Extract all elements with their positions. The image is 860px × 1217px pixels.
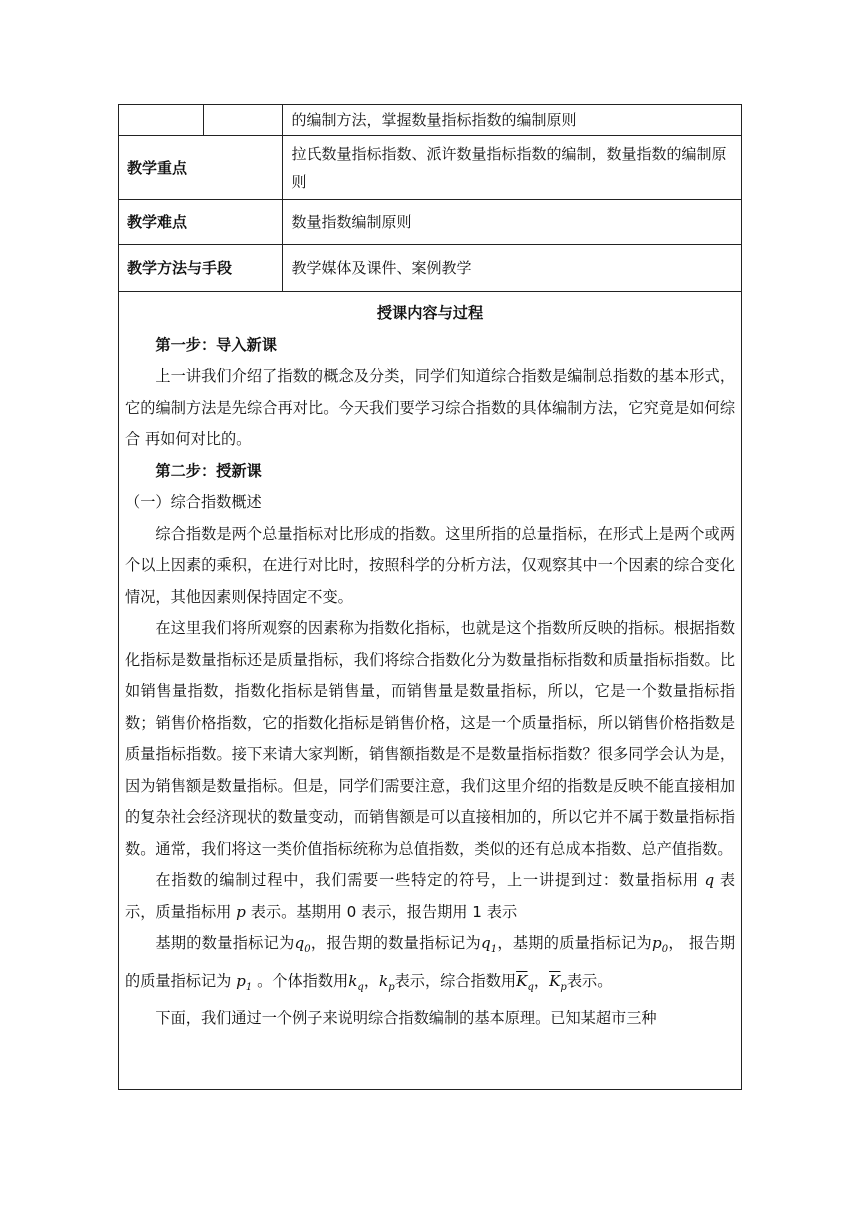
step-one-heading: 第一步：导入新课 bbox=[155, 335, 277, 354]
text-span: ， 报告期的质量指标记为 bbox=[125, 934, 736, 990]
table-row bbox=[119, 245, 742, 292]
lesson-content bbox=[119, 292, 741, 1035]
math-symbol: p bbox=[236, 971, 246, 990]
table-row bbox=[119, 200, 742, 245]
text-span: ，基期的质量指标记为 bbox=[497, 934, 652, 952]
math-symbol: q bbox=[294, 934, 305, 952]
math-p0 bbox=[651, 934, 669, 956]
math-symbol: p bbox=[651, 934, 662, 952]
step-two-heading: 第二步：授新课 bbox=[155, 461, 262, 480]
math-symbol: q bbox=[480, 934, 491, 952]
difficulties-text: 数量指数编制原则 bbox=[283, 200, 742, 245]
document-page bbox=[118, 104, 742, 1090]
section-heading: （一）综合指数概述 bbox=[125, 493, 262, 511]
text-span: 在指数的编制过程中，我们需要一些特定的符号，上一讲提到过：数量指标用 bbox=[155, 871, 699, 889]
table-row bbox=[119, 292, 742, 1090]
methods-text: 教学媒体及课件、案例教学 bbox=[283, 245, 742, 292]
objective-text: 的编制方法，掌握数量指标指数的编制原则 bbox=[283, 105, 742, 136]
math-Kp-bar bbox=[549, 971, 567, 993]
paragraph: 下面，我们通过一个例子来说明综合指数编制的基本原理。已知某超市三种 bbox=[155, 1009, 657, 1028]
text-span: ，报告期的数量指标记为 bbox=[310, 934, 481, 952]
math-subscript: 0 bbox=[661, 944, 669, 956]
key-points-text: 拉氏数量指标指数、派许数量指标指数的编制，数量指数的编制原则 bbox=[283, 136, 742, 200]
math-subscript: 1 bbox=[490, 944, 498, 956]
math-q0 bbox=[294, 934, 311, 956]
math-symbol: $\overline{K}$ bbox=[549, 971, 561, 990]
text-span: 表示，质量指标用 bbox=[125, 871, 736, 921]
text-span: ， bbox=[533, 971, 550, 990]
difficulties-label: 教学难点 bbox=[119, 200, 283, 245]
math-subscript: q bbox=[357, 981, 364, 993]
methods-label: 教学方法与手段 bbox=[119, 245, 283, 292]
math-Kq-bar bbox=[516, 971, 534, 993]
math-kq bbox=[348, 971, 364, 993]
empty-cell bbox=[203, 105, 283, 136]
paragraph: 综合指数是两个总量指标对比形成的指数。这里所指的总量指标，在形式上是两个或两个以上因素的乘积，在进行对比时，按照科学的分析方法，仅观察其中一个因素的综合变化情况，其他因素则保持固定不变。 bbox=[125, 524, 735, 606]
math-subscript: p bbox=[388, 981, 395, 993]
key-points-label: 教学重点 bbox=[119, 136, 283, 200]
math-symbol: k bbox=[379, 971, 389, 990]
notation-paragraph bbox=[125, 928, 735, 1003]
text-span: 表示。基期用 0 表示，报告期用 1 表示 bbox=[250, 902, 518, 921]
text-span: 表示，综合指数用 bbox=[394, 971, 517, 990]
math-p1 bbox=[236, 971, 253, 993]
table-row bbox=[119, 136, 742, 200]
text-span: ， bbox=[363, 971, 379, 990]
math-kp bbox=[379, 971, 395, 993]
text-span: 表示。 bbox=[566, 971, 613, 990]
empty-cell bbox=[119, 105, 204, 136]
content-heading: 授课内容与过程 bbox=[376, 304, 484, 322]
math-p: p bbox=[236, 902, 246, 921]
math-symbol: $\overline{K}$ bbox=[516, 971, 528, 990]
math-q: q bbox=[704, 871, 715, 889]
intro-paragraph: 上一讲我们介绍了指数的概念及分类，同学们知道综合指数是编制总指数的基本形式，它的编制方法是先综合再对比。今天我们要学习综合指数的具体编制方法，它究竟是如何综合 再如何对比的。 bbox=[125, 367, 735, 448]
math-subscript: 0 bbox=[304, 944, 311, 956]
text-span: 基期的数量指标记为 bbox=[155, 934, 295, 952]
text-span: 。个体指数用 bbox=[252, 971, 349, 990]
content-cell bbox=[119, 292, 742, 1090]
math-subscript: q bbox=[527, 981, 534, 993]
lesson-plan-table bbox=[118, 104, 742, 1090]
paragraph: 在这里我们将所观察的因素称为指数化指标，也就是这个指数所反映的指标。根据指数化指标是数量指标还是质量指标，我们将综合指数化分为数量指标指数和质量指标指数。比如销售量指数，指数化指标是销售量，而销售量是数量指标，所以，它是一个数量指标指数；销售价格指数，它的指数化指标是销售价格，这是一个质量指标，所以销售价格指数是质量指标指数。接下来请大家判断，销售额指数是不是数量指标指数？很多同学会认为是，因为销售额是数量指标。但是，同学们需要注意，我们这里介绍的指数是反映不能直接相加的复杂社会经济现状的数量变动，而销售额是可以直接相加的，所以它并不属于数量指标指数。通常，我们将这一类价值指标统称为总值指数，类似的还有总成本指数、总产值指数。 bbox=[125, 619, 735, 858]
symbols-paragraph bbox=[125, 865, 735, 928]
math-symbol: k bbox=[348, 971, 358, 990]
math-subscript: p bbox=[560, 981, 567, 993]
math-subscript: 1 bbox=[245, 981, 253, 993]
math-q1 bbox=[480, 934, 498, 956]
table-row bbox=[119, 105, 742, 136]
